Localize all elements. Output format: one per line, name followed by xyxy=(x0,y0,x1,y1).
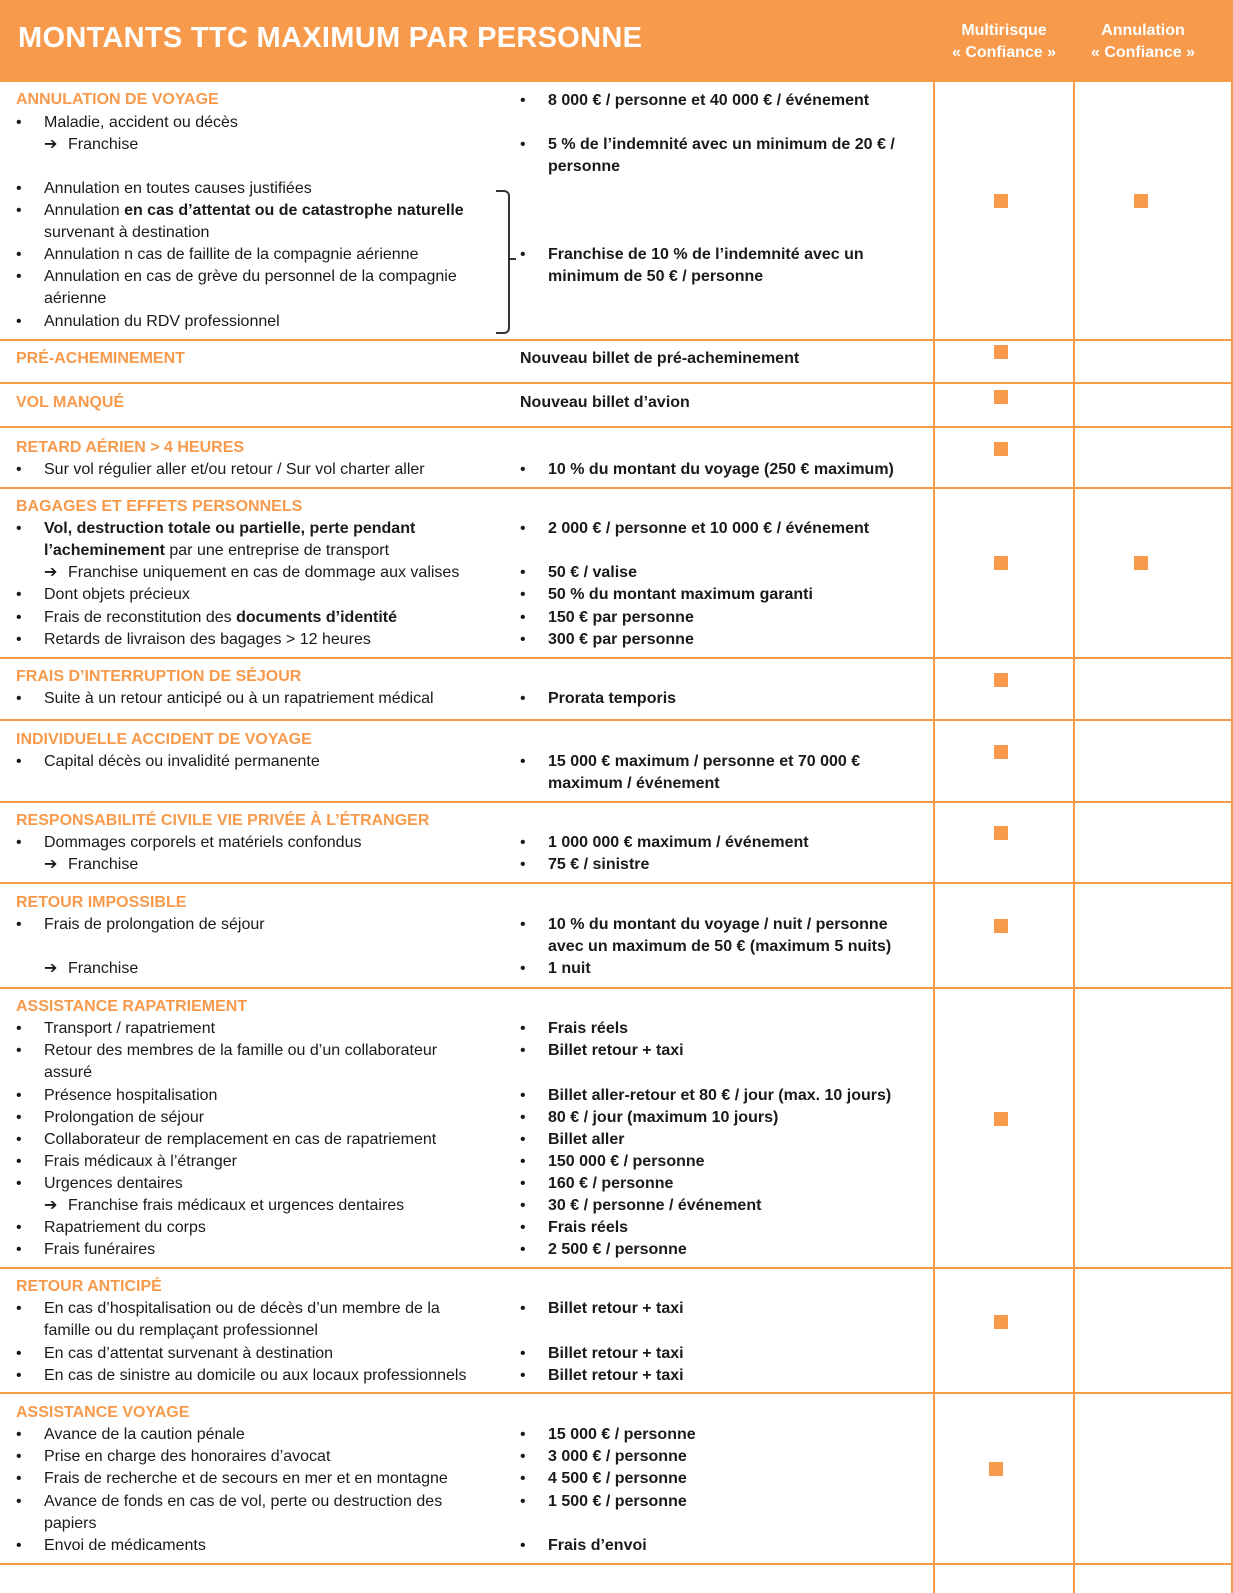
value-label: Frais réels xyxy=(548,1219,629,1236)
section-title-assistance-voyage: ASSISTANCE VOYAGE xyxy=(16,1404,190,1421)
item-label: En cas d’hospitalisation ou de décès d’un membre de la famille ou du remplaçant professionnel xyxy=(44,1300,440,1339)
bracket-icon xyxy=(496,190,510,334)
bullet: • xyxy=(520,1493,526,1510)
item-label: Annulation du RDV professionnel xyxy=(44,313,280,330)
item-label: Avance de la caution pénale xyxy=(44,1426,245,1443)
item-label: Retards de livraison des bagages > 12 heures xyxy=(44,631,371,648)
item-label: Suite à un retour anticipé ou à un rapatriement médical xyxy=(44,690,434,707)
item-label: En cas de sinistre au domicile ou aux locaux professionnels xyxy=(44,1367,467,1384)
column-divider xyxy=(933,82,935,1593)
section-title-retour-anticipe: RETOUR ANTICIPÉ xyxy=(16,1278,162,1295)
item-label: Retour des membres de la famille ou d’un collaborateur assuré xyxy=(44,1042,438,1081)
coverage-mark-multirisque xyxy=(994,345,1008,359)
bullet: • xyxy=(16,1448,22,1465)
bullet: • xyxy=(16,1175,22,1192)
coverage-mark-multirisque xyxy=(994,745,1008,759)
value-label: 10 % du montant du voyage (250 € maximum) xyxy=(548,461,894,478)
value-label: 15 000 € maximum / personne et 70 000 € maximum / événement xyxy=(548,753,861,792)
item-label: Prise en charge des honoraires d’avocat xyxy=(44,1448,331,1465)
value-label: 150 000 € / personne xyxy=(548,1153,705,1170)
bullet: • xyxy=(16,631,22,648)
coverage-mark-multirisque xyxy=(994,1112,1008,1126)
row-divider xyxy=(0,339,1233,341)
value-label: 4 500 € / personne xyxy=(548,1470,687,1487)
column-header-multirisque-line1: Multirisque xyxy=(961,22,1047,39)
value-label: Billet retour + taxi xyxy=(548,1345,684,1362)
bullet: • xyxy=(520,246,526,263)
column-header-multirisque xyxy=(934,20,1074,64)
bullet: • xyxy=(520,1537,526,1554)
row-divider xyxy=(0,719,1233,721)
bracket-tick xyxy=(508,258,516,260)
item-label: Maladie, accident ou décès xyxy=(44,114,238,131)
value-label: Billet retour + taxi xyxy=(548,1042,684,1059)
column-header-annulation-line1: Annulation xyxy=(1101,22,1185,39)
row-divider xyxy=(0,657,1233,659)
item-label: Frais de prolongation de séjour xyxy=(44,916,265,933)
value-label: Billet retour + taxi xyxy=(548,1367,684,1384)
value-label: 50 % du montant maximum garanti xyxy=(548,586,813,603)
value-label: 50 € / valise xyxy=(548,564,637,581)
bullet: • xyxy=(520,856,526,873)
value-label: 15 000 € / personne xyxy=(548,1426,696,1443)
row-divider xyxy=(0,801,1233,803)
value-label: Prorata temporis xyxy=(548,690,677,707)
bullet: • xyxy=(520,1345,526,1362)
bullet: • xyxy=(16,268,22,285)
coverage-mark-multirisque xyxy=(994,390,1008,404)
column-header-multirisque-line2: « Confiance » xyxy=(951,44,1057,61)
bullet: • xyxy=(520,1197,526,1214)
bullet: • xyxy=(520,1109,526,1126)
coverage-mark-annulation xyxy=(1134,194,1148,208)
item-text: Frais de reconstitution des xyxy=(44,609,237,626)
item-label: Frais de recherche et de secours en mer et en montagne xyxy=(44,1470,448,1487)
coverage-mark-multirisque xyxy=(994,194,1008,208)
column-header-annulation-line2: « Confiance » xyxy=(1090,44,1196,61)
coverage-mark-multirisque xyxy=(994,919,1008,933)
item-label: Dont objets précieux xyxy=(44,586,190,603)
right-arrow-icon: ➔ xyxy=(44,856,58,873)
item-label xyxy=(44,518,504,562)
section-title-annulation: ANNULATION DE VOYAGE xyxy=(16,91,219,108)
bullet: • xyxy=(16,1020,22,1037)
item-label: Annulation en toutes causes justifiées xyxy=(44,180,312,197)
coverage-mark-multirisque xyxy=(994,673,1008,687)
bullet: • xyxy=(16,461,22,478)
bullet: • xyxy=(16,1131,22,1148)
item-label xyxy=(44,607,504,629)
bullet: • xyxy=(16,246,22,263)
bullet: • xyxy=(520,960,526,977)
item-label: Prolongation de séjour xyxy=(44,1109,205,1126)
bullet: • xyxy=(16,1426,22,1443)
value-label: 30 € / personne / événement xyxy=(548,1197,762,1214)
item-label xyxy=(44,200,504,244)
bullet: • xyxy=(520,1153,526,1170)
bullet: • xyxy=(16,1367,22,1384)
item-text-bold: l’acheminement xyxy=(44,542,165,559)
bullet: • xyxy=(16,1345,22,1362)
coverage-mark-annulation xyxy=(1134,556,1148,570)
table-header xyxy=(0,0,1233,82)
section-title-responsabilite-civile: RESPONSABILITÉ CIVILE VIE PRIVÉE À L’ÉTRANGER xyxy=(16,812,430,829)
column-header-annulation xyxy=(1073,20,1213,64)
bullet: • xyxy=(520,1131,526,1148)
item-label: Avance de fonds en cas de vol, perte ou destruction des papiers xyxy=(44,1493,443,1532)
row-divider xyxy=(0,487,1233,489)
coverage-mark-multirisque xyxy=(994,1315,1008,1329)
bullet: • xyxy=(16,180,22,197)
bullet: • xyxy=(520,1175,526,1192)
bullet: • xyxy=(520,1470,526,1487)
item-label: Frais médicaux à l’étranger xyxy=(44,1153,237,1170)
item-label: Capital décès ou invalidité permanente xyxy=(44,753,320,770)
item-label: Franchise frais médicaux et urgences dentaires xyxy=(68,1197,405,1214)
value-label: Billet aller-retour et 80 € / jour (max. 10 jours) xyxy=(548,1087,892,1104)
bullet: • xyxy=(520,461,526,478)
value-label: 1 nuit xyxy=(548,960,591,977)
item-label: Frais funéraires xyxy=(44,1241,156,1258)
bullet: • xyxy=(16,313,22,330)
bullet: • xyxy=(16,520,22,537)
value-label: 150 € par personne xyxy=(548,609,694,626)
value-label: 2 500 € / personne xyxy=(548,1241,687,1258)
row-divider xyxy=(0,1392,1233,1394)
item-text: survenant à destination xyxy=(44,224,210,241)
row-divider xyxy=(0,426,1233,428)
value-label: 160 € / personne xyxy=(548,1175,674,1192)
right-arrow-icon: ➔ xyxy=(44,564,58,581)
item-text-bold: documents d’identité xyxy=(236,609,397,626)
item-label: Sur vol régulier aller et/ou retour / Sur vol charter aller xyxy=(44,461,425,478)
bullet: • xyxy=(520,690,526,707)
bullet: • xyxy=(520,1087,526,1104)
item-text: Annulation xyxy=(44,202,125,219)
bullet: • xyxy=(520,1241,526,1258)
bullet: • xyxy=(520,586,526,603)
bullet: • xyxy=(520,520,526,537)
value-label: Frais d’envoi xyxy=(548,1537,647,1554)
coverage-mark-multirisque xyxy=(989,1462,1003,1476)
page-title: MONTANTS TTC MAXIMUM PAR PERSONNE xyxy=(18,22,643,54)
item-label: Franchise xyxy=(68,136,139,153)
item-text-bold: en cas d’attentat ou de catastrophe naturelle xyxy=(124,202,464,219)
section-title-retard-aerien: RETARD AÉRIEN > 4 HEURES xyxy=(16,439,245,456)
row-divider xyxy=(0,1563,1233,1565)
bullet: • xyxy=(16,609,22,626)
bullet: • xyxy=(520,1448,526,1465)
bullet: • xyxy=(520,834,526,851)
row-divider xyxy=(0,987,1233,989)
value-label: 300 € par personne xyxy=(548,631,694,648)
bullet: • xyxy=(16,1537,22,1554)
bullet: • xyxy=(520,1426,526,1443)
item-label: Franchise xyxy=(68,960,139,977)
item-label: Envoi de médicaments xyxy=(44,1537,206,1554)
item-label: Dommages corporels et matériels confondus xyxy=(44,834,362,851)
bullet: • xyxy=(520,92,526,109)
bullet: • xyxy=(16,1042,22,1059)
value-label: 8 000 € / personne et 40 000 € / événement xyxy=(548,92,870,109)
item-label: Transport / rapatriement xyxy=(44,1020,216,1037)
bullet: • xyxy=(16,834,22,851)
right-arrow-icon: ➔ xyxy=(44,1197,58,1214)
bullet: • xyxy=(16,1087,22,1104)
bullet: • xyxy=(16,1493,22,1510)
bullet: • xyxy=(520,916,526,933)
value-label: 1 500 € / personne xyxy=(548,1493,687,1510)
bullet: • xyxy=(16,1300,22,1317)
value-label: Frais réels xyxy=(548,1020,629,1037)
value-label: Billet aller xyxy=(548,1131,625,1148)
value-label: 10 % du montant du voyage / nuit / personne avec un maximum de 50 € (maximum 5 nuits) xyxy=(548,916,892,955)
bullet: • xyxy=(16,202,22,219)
coverage-mark-multirisque xyxy=(994,442,1008,456)
row-divider xyxy=(0,1267,1233,1269)
section-title-vol-manque: VOL MANQUÉ xyxy=(16,394,125,411)
item-text-bold: Vol, destruction totale ou partielle, perte pendant xyxy=(44,520,416,537)
item-label: En cas d’attentat survenant à destination xyxy=(44,1345,334,1362)
item-label: Rapatriement du corps xyxy=(44,1219,206,1236)
value-label: 80 € / jour (maximum 10 jours) xyxy=(548,1109,779,1126)
coverage-mark-multirisque xyxy=(994,556,1008,570)
column-divider xyxy=(1073,82,1075,1593)
item-label: Présence hospitalisation xyxy=(44,1087,218,1104)
bullet: • xyxy=(520,753,526,770)
item-text: par une entreprise de transport xyxy=(164,542,390,559)
item-label: Annulation en cas de grève du personnel de la compagnie aérienne xyxy=(44,268,457,307)
bullet: • xyxy=(520,1020,526,1037)
right-arrow-icon: ➔ xyxy=(44,960,58,977)
bullet: • xyxy=(520,609,526,626)
section-title-retour-impossible: RETOUR IMPOSSIBLE xyxy=(16,894,187,911)
bullet: • xyxy=(520,1219,526,1236)
value-label: 2 000 € / personne et 10 000 € / événement xyxy=(548,520,870,537)
bullet: • xyxy=(16,753,22,770)
section-title-bagages: BAGAGES ET EFFETS PERSONNELS xyxy=(16,498,303,515)
value-label: Nouveau billet d’avion xyxy=(520,394,690,411)
bullet: • xyxy=(520,1300,526,1317)
value-label: 5 % de l’indemnité avec un minimum de 20 € / personne xyxy=(548,136,895,175)
row-divider xyxy=(0,382,1233,384)
item-label: Annulation n cas de faillite de la compagnie aérienne xyxy=(44,246,419,263)
bullet: • xyxy=(16,1219,22,1236)
bullet: • xyxy=(520,564,526,581)
right-arrow-icon: ➔ xyxy=(44,136,58,153)
section-title-preacheminement: PRÉ-ACHEMINEMENT xyxy=(16,350,185,367)
value-label: Billet retour + taxi xyxy=(548,1300,684,1317)
bullet: • xyxy=(520,1042,526,1059)
value-label: Nouveau billet de pré-acheminement xyxy=(520,350,800,367)
bullet: • xyxy=(16,1470,22,1487)
bullet: • xyxy=(520,1367,526,1384)
bullet: • xyxy=(520,136,526,153)
value-label: 1 000 000 € maximum / événement xyxy=(548,834,809,851)
bullet: • xyxy=(16,114,22,131)
item-label: Urgences dentaires xyxy=(44,1175,183,1192)
item-label: Collaborateur de remplacement en cas de rapatriement xyxy=(44,1131,437,1148)
item-label: Franchise uniquement en cas de dommage aux valises xyxy=(68,564,460,581)
bullet: • xyxy=(16,1153,22,1170)
value-label: Franchise de 10 % de l’indemnité avec un minimum de 50 € / personne xyxy=(548,246,864,285)
value-label: 3 000 € / personne xyxy=(548,1448,687,1465)
bullet: • xyxy=(520,631,526,648)
bullet: • xyxy=(16,916,22,933)
item-label: Franchise xyxy=(68,856,139,873)
row-divider xyxy=(0,882,1233,884)
bullet: • xyxy=(16,586,22,603)
coverage-mark-multirisque xyxy=(994,826,1008,840)
value-label: 75 € / sinistre xyxy=(548,856,650,873)
bullet: • xyxy=(16,690,22,707)
section-title-interruption: FRAIS D’INTERRUPTION DE SÉJOUR xyxy=(16,668,302,685)
bullet: • xyxy=(16,1109,22,1126)
bullet: • xyxy=(16,1241,22,1258)
section-title-individuelle: INDIVIDUELLE ACCIDENT DE VOYAGE xyxy=(16,731,312,748)
section-title-assistance-rapatriement: ASSISTANCE RAPATRIEMENT xyxy=(16,998,248,1015)
